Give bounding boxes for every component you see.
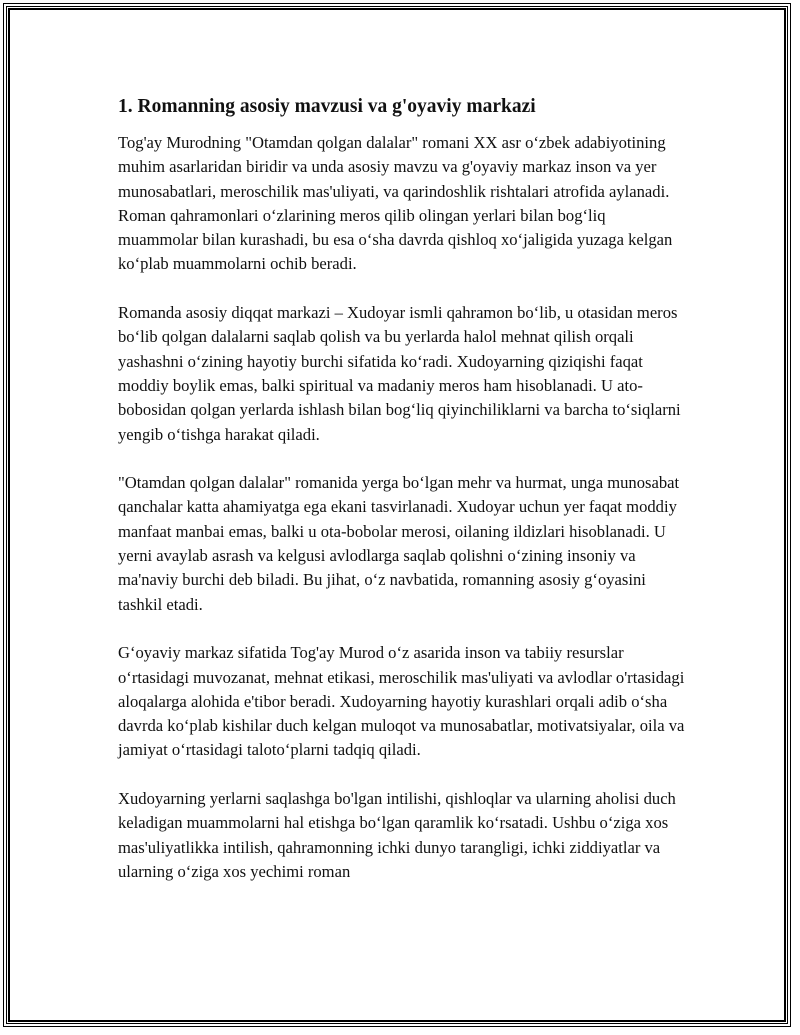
- paragraph-5: Xudoyarning yerlarni saqlashga bo'lgan intilishi, qishloqlar va ularning aholisi duch keladigan muammolarni hal etishga bo‘lgan qaramlik ko‘rsatadi. Ushbu o‘ziga xos mas'uliyatlikka intilish, qahramonning ichki dunyo tarangligi, ichki ziddiyatlar va ularning o‘ziga xos yechimi roman: [118, 789, 676, 881]
- section-heading: 1. Romanning asosiy mavzusi va g'oyaviy markazi: [118, 96, 536, 117]
- paragraph-1: Tog'ay Murodning "Otamdan qolgan dalalar" romani XX asr o‘zbek adabiyotining muhim asarlaridan biridir va unda asosiy mavzu va g'oyaviy markaz inson va yer munosabatlari, meroschilik mas'uliyati, va qarindoshlik rishtalari atrofida aylanadi. Roman qahramonlari o‘zlarining meros qilib olingan yerlari bilan bog‘liq muammolar bilan kurashadi, bu esa o‘sha davrda qishloq xo‘jaligida yuzaga kelgan ko‘plab muammolarni ochib beradi.: [118, 133, 673, 274]
- paragraph-2: Romanda asosiy diqqat markazi – Xudoyar ismli qahramon bo‘lib, u otasidan meros bo‘lib qolgan dalalarni saqlab qolish va bu yerlarda halol mehnat qilish orqali yashashni o‘zining hayotiy burchi sifatida ko‘radi. Xudoyarning qiziqishi faqat moddiy boylik emas, balki spiritual va madaniy meros ham hisoblanadi. U ato-bobosidan qolgan yerlarda ishlash bilan bog‘liq qiyinchiliklarni va barcha to‘siqlarni yengib o‘tishga harakat qiladi.: [118, 303, 681, 444]
- paragraph-3: "Otamdan qolgan dalalar" romanida yerga bo‘lgan mehr va hurmat, unga munosabat qanchalar katta ahamiyatga ega ekani tasvirlanadi. Xudoyar uchun yer faqat moddiy manfaat manbai emas, balki u ota-bobolar merosi, oilaning ildizlari hisoblanadi. U yerni avaylab asrash va kelgusi avlodlarga saqlab qolishni o‘zining insoniy va ma'naviy burchi deb biladi. Bu jihat, o‘z navbatida, romanning asosiy g‘oyasini tashkil etadi.: [118, 473, 680, 614]
- paragraph-4: G‘oyaviy markaz sifatida Tog'ay Murod o‘z asarida inson va tabiiy resurslar o‘rtasidagi muvozanat, mehnat etikasi, meroschilik mas'uliyati va avlodlar o'rtasidagi aloqalarga alohida e'tibor beradi. Xudoyarning hayotiy kurashlari orqali adib o‘sha davrda ko‘plab kishilar duch kelgan muloqot va munosabatlar, motivatsiyalar, oila va jamiyat o‘rtasidagi taloto‘plarni tadqiq qiladi.: [118, 643, 685, 760]
- document-body: [118, 95, 688, 909]
